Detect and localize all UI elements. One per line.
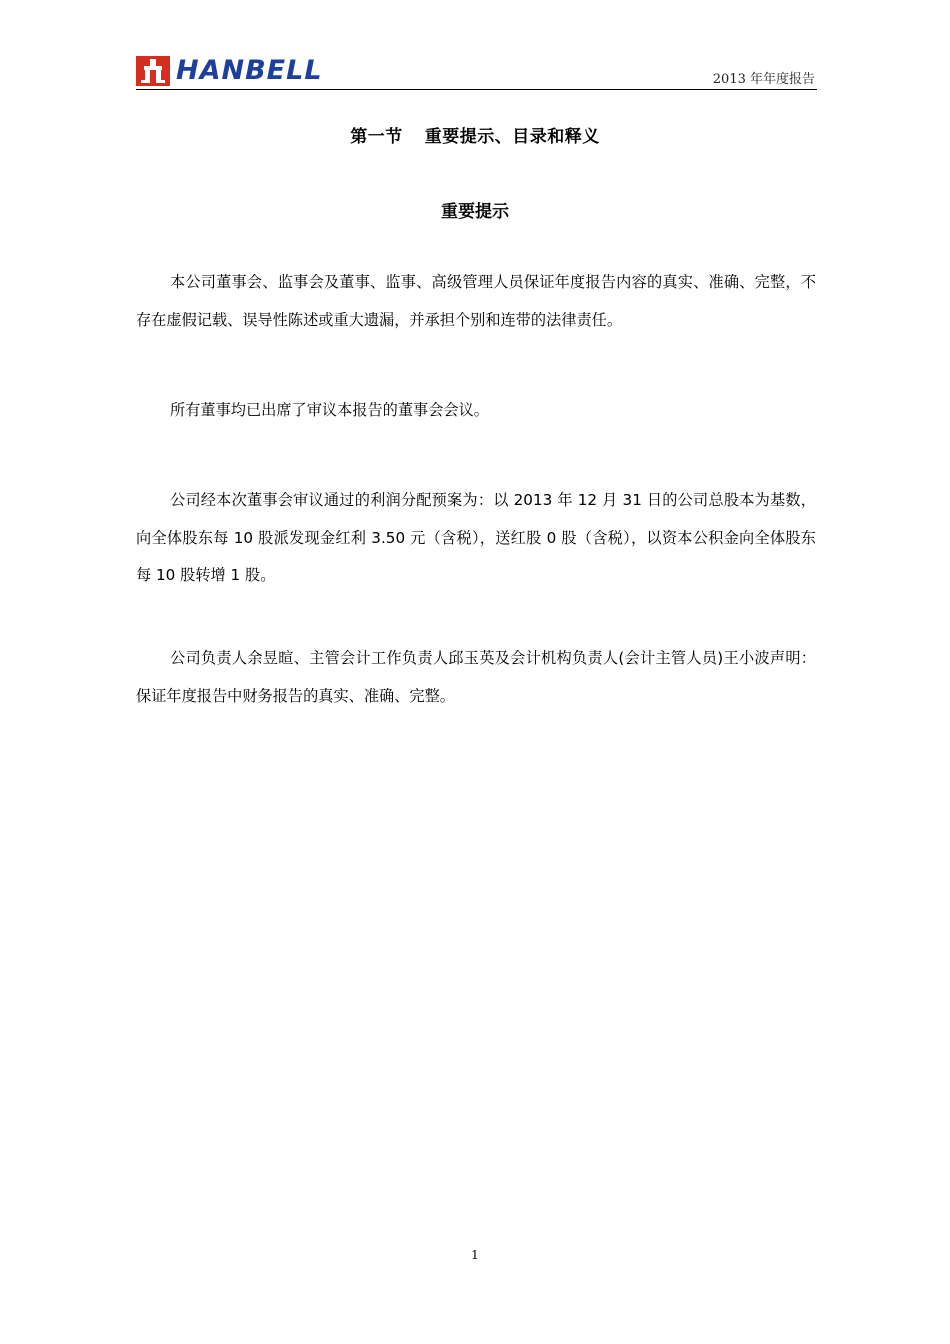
company-logo [136,56,323,86]
section-title [0,122,950,147]
page-header [136,54,817,90]
logo-text: HANBELL [176,55,323,86]
subtitle: 重要提示 [441,202,509,222]
paragraph-responsible-statement: 公司负责人余昱暄、主管会计工作负责人邱玉英及会计机构负责人(会计主管人员)王小波声明：保证年度报告中财务报告的真实、准确、完整。 [136,649,816,705]
paragraph-directors-attendance: 所有董事均已出席了审议本报告的董事会会议。 [170,401,489,419]
paragraph-board-guarantee: 本公司董事会、监事会及董事、监事、高级管理人员保证年度报告内容的真实、准确、完整，不存在虚假记载、误导性陈述或重大遗漏，并承担个别和连带的法律责任。 [136,273,816,329]
page-number: 1 [471,1248,479,1262]
paragraph-profit-distribution: 公司经本次董事会审议通过的利润分配预案为：以 2013 年 12 月 31 日的公司总股本为基数，向全体股东每 10 股派发现金红利 3.50 元（含税），送红股 0 股（含税），以资本公积金向全体股东每 10 股转增 1 股。 [136,491,816,584]
section-number: 第一节 [350,127,403,147]
logo-mark-icon [136,56,170,86]
section-title-text: 重要提示、目录和释义 [424,127,600,147]
report-label: 2013 年年度报告 [712,72,815,87]
